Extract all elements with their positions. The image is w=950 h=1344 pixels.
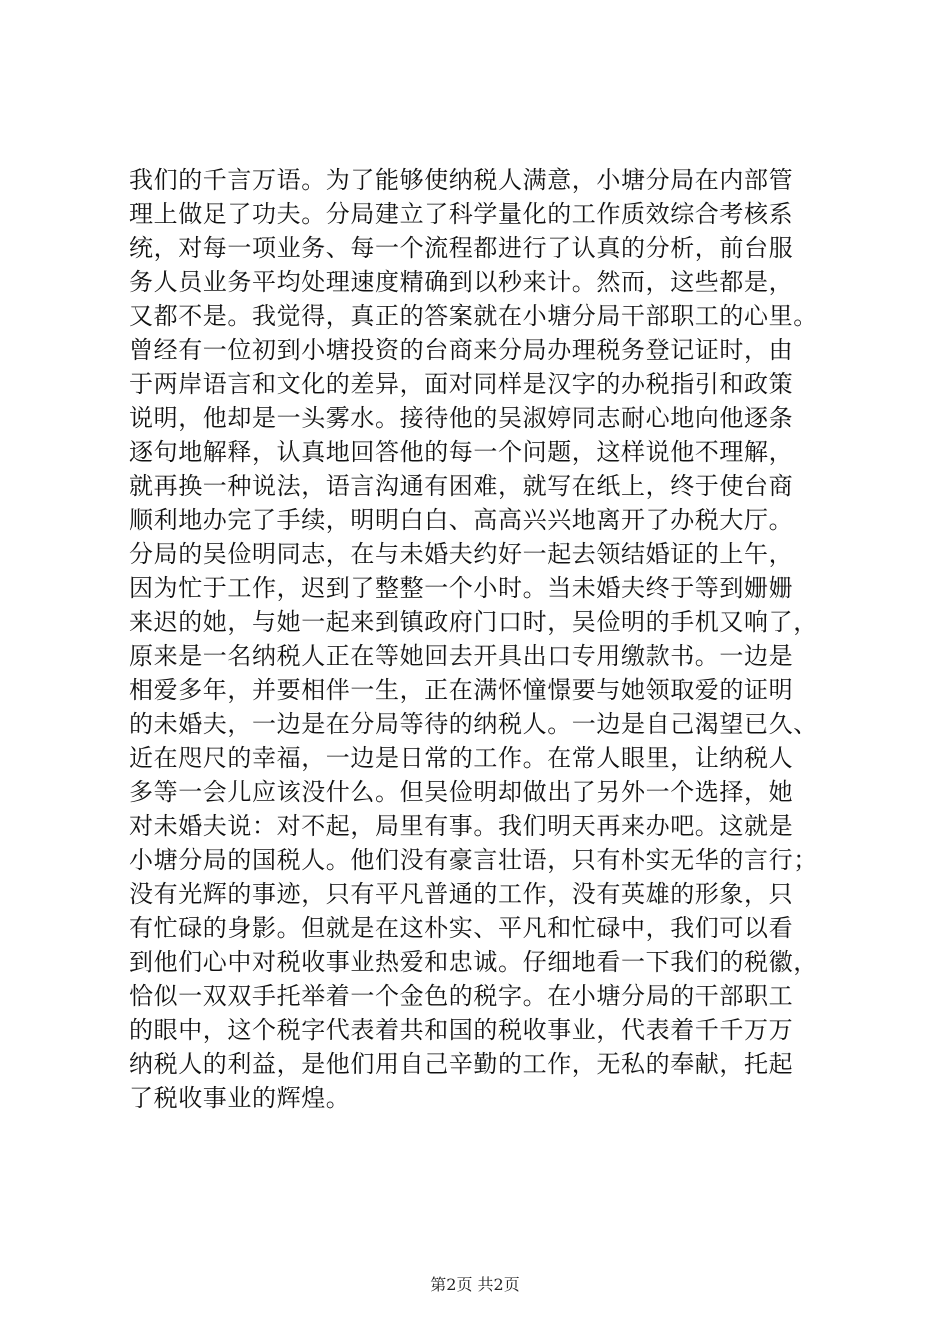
text-line: 于两岸语言和文化的差异，面对同样是汉字的办税指引和政策 — [129, 370, 794, 398]
text-line: 就再换一种说法，语言沟通有困难，就写在纸上，终于使台商 — [129, 472, 794, 500]
text-line: 曾经有一位初到小塘投资的台商来分局办理税务登记证时，由 — [129, 336, 794, 364]
text-line: 又都不是。我觉得，真正的答案就在小塘分局干部职工的心里。 — [129, 302, 818, 330]
text-line: 来迟的她，与她一起来到镇政府门口时，吴俭明的手机又响了， — [129, 608, 818, 636]
text-line: 了税收事业的辉煌。 — [129, 1084, 351, 1112]
text-line: 说明，他却是一头雾水。接待他的吴淑婷同志耐心地向他逐条 — [129, 404, 794, 432]
text-line: 没有光辉的事迹，只有平凡普通的工作，没有英雄的形象，只 — [129, 880, 794, 908]
text-line: 统，对每一项业务、每一个流程都进行了认真的分析，前台服 — [129, 234, 794, 262]
page-number-footer: 第2页 共2页 — [430, 1275, 520, 1294]
text-line: 恰似一双双手托举着一个金色的税字。在小塘分局的干部职工 — [129, 982, 794, 1010]
text-line: 到他们心中对税收事业热爱和忠诚。仔细地看一下我们的税徽， — [129, 948, 818, 976]
text-line: 纳税人的利益，是他们用自己辛勤的工作，无私的奉献，托起 — [129, 1050, 794, 1078]
text-line: 小塘分局的国税人。他们没有豪言壮语，只有朴实无华的言行； — [129, 846, 818, 874]
text-line: 逐句地解释，认真地回答他的每一个问题，这样说他不理解， — [129, 438, 794, 466]
text-line: 的眼中，这个税字代表着共和国的税收事业，代表着千千万万 — [129, 1016, 794, 1044]
text-line: 顺利地办完了手续，明明白白、高高兴兴地离开了办税大厅。 — [129, 506, 794, 534]
text-line: 因为忙于工作，迟到了整整一个小时。当未婚夫终于等到姗姗 — [129, 574, 794, 602]
text-line: 原来是一名纳税人正在等她回去开具出口专用缴款书。一边是 — [129, 642, 794, 670]
text-line: 分局的吴俭明同志，在与未婚夫约好一起去领结婚证的上午， — [129, 540, 794, 568]
text-line: 相爱多年，并要相伴一生，正在满怀憧憬要与她领取爱的证明 — [129, 676, 794, 704]
text-line: 对未婚夫说：对不起，局里有事。我们明天再来办吧。这就是 — [129, 812, 794, 840]
body-text — [129, 163, 849, 1115]
text-line: 务人员业务平均处理速度精确到以秒来计。然而，这些都是， — [129, 268, 794, 296]
text-line: 多等一会儿应该没什么。但吴俭明却做出了另外一个选择，她 — [129, 778, 794, 806]
text-line: 理上做足了功夫。分局建立了科学量化的工作质效综合考核系 — [129, 200, 794, 228]
text-line: 我们的千言万语。为了能够使纳税人满意，小塘分局在内部管 — [129, 166, 794, 194]
text-line: 有忙碌的身影。但就是在这朴实、平凡和忙碌中，我们可以看 — [129, 914, 794, 942]
text-line: 的未婚夫，一边是在分局等待的纳税人。一边是自己渴望已久、 — [129, 710, 818, 738]
text-line: 近在咫尺的幸福，一边是日常的工作。在常人眼里，让纳税人 — [129, 744, 794, 772]
